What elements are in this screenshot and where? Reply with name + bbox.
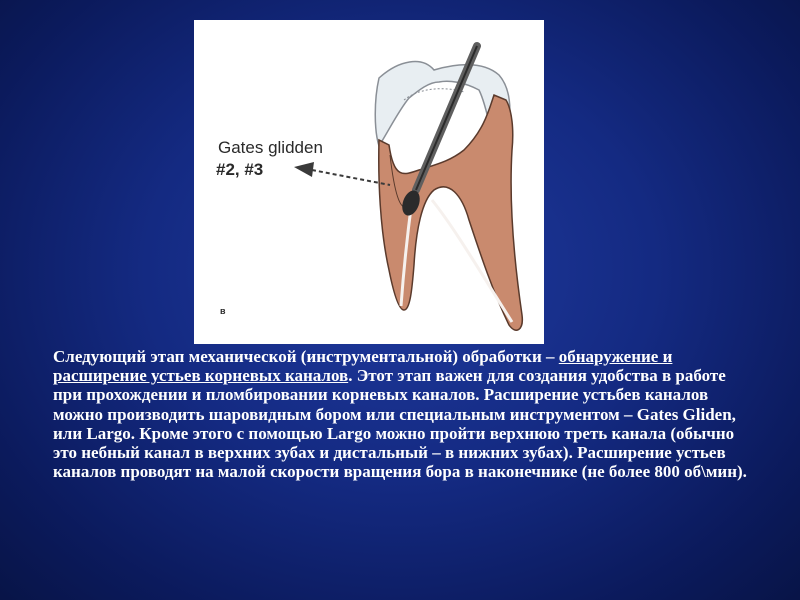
body-text-underlined: обнаружение и расширение устьев корневых каналов — [53, 347, 673, 386]
panel-letter: в — [220, 306, 226, 316]
body-text-part2: . Этот этап важен для создания удобства в работе при прохождении и пломбировании корневых каналов. Расширение устьбев каналов можно производить шаровидным бором или специальным инструментом – Gates Gliden, или Largo. Кроме этого с помощью Largo можно пройти верхнюю треть канала (обычно это небный канал в верхних зубах и дистальный – в нижних зубах). Расширение устьев каналов проводят на малой скорости вращения бора в наконечнике (не более 800 об\мин). — [53, 366, 747, 482]
tooth-root — [379, 95, 523, 330]
body-text-part1: Следующий этап механической (инструментальной) обработки – — [53, 347, 559, 366]
tooth-illustration — [194, 20, 544, 344]
instrument-sizes-label: #2, #3 — [216, 160, 264, 179]
instrument-name-label: Gates glidden — [218, 138, 323, 157]
tooth-diagram — [194, 20, 544, 344]
slide-body-text — [53, 347, 753, 481]
arrow-head — [294, 162, 314, 177]
